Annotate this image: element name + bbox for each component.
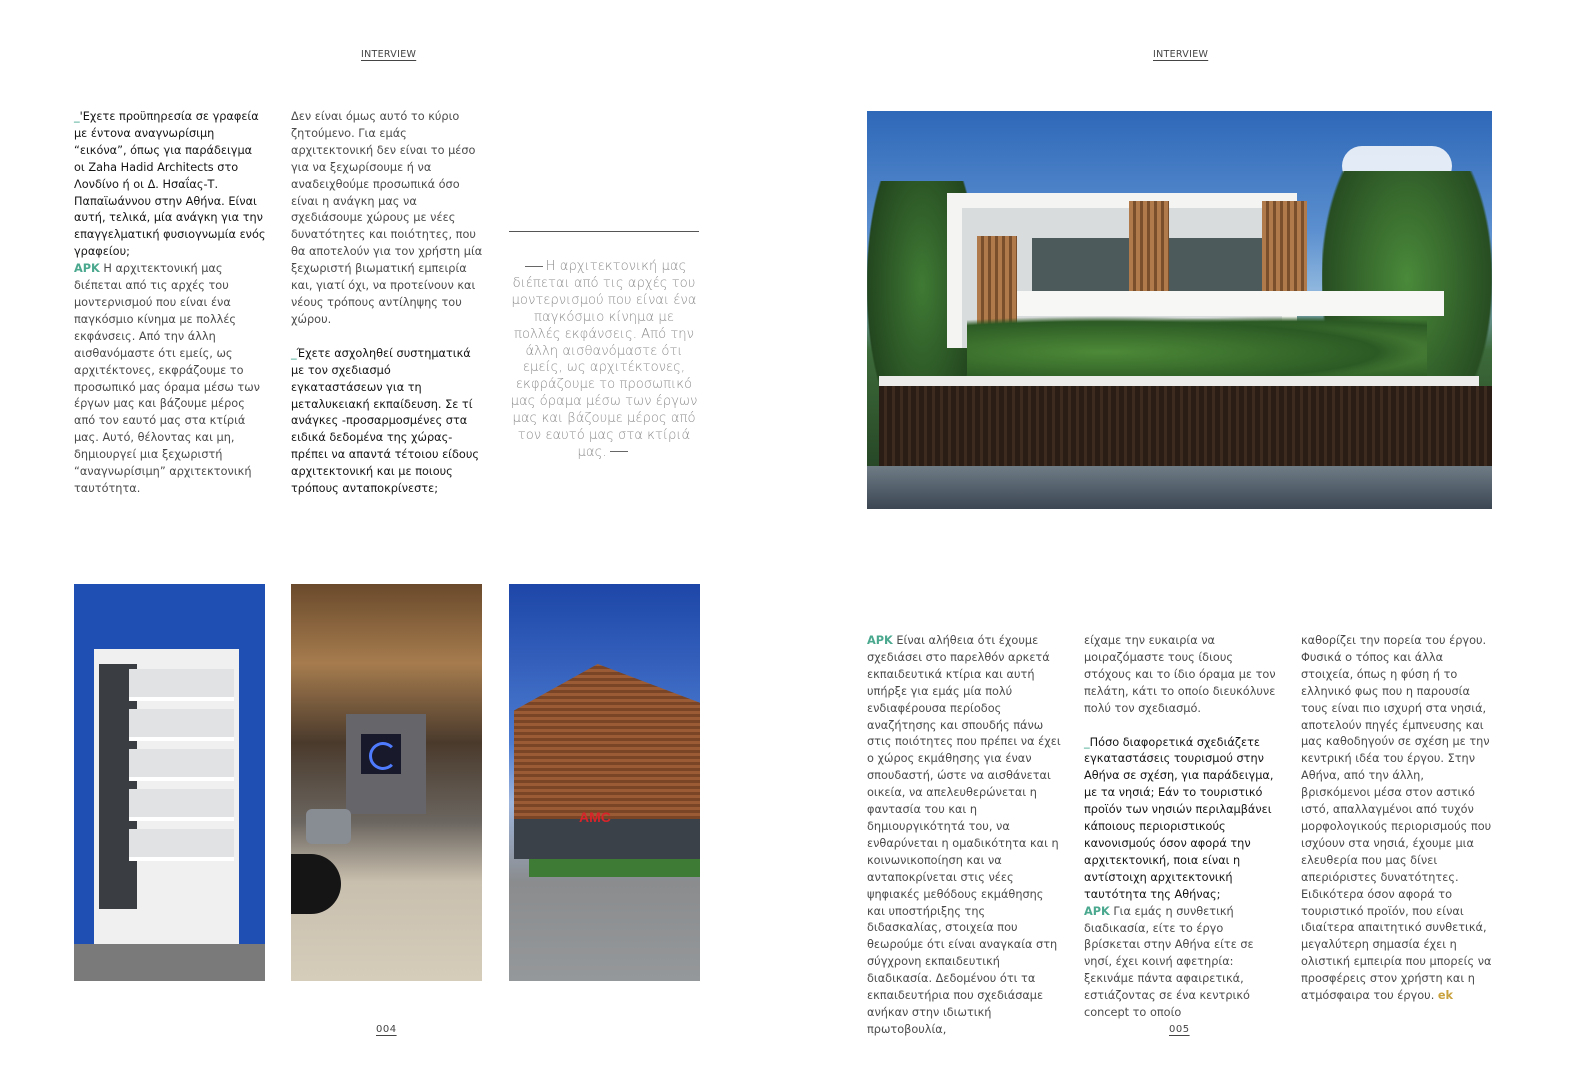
c-logo-icon bbox=[369, 742, 397, 770]
interview-answer: ΑΡΚ Για εμάς η συνθετική διαδικασία, είτε το έργο βρίσκεται στην Αθήνα είτε σε νησί, έχει κοινή αφετηρία: ξεκινάμε πάντα αφαιρετικά, εστιάζοντας σε ένα κεντρικό concept το οποίο bbox=[1084, 904, 1254, 1020]
end-mark: ek bbox=[1437, 989, 1454, 1003]
article-column-4 bbox=[1084, 633, 1279, 1022]
question-dash: _ bbox=[74, 110, 80, 123]
article-column-2 bbox=[291, 109, 483, 498]
photo-residential-building bbox=[74, 584, 265, 981]
interview-question: _Έχετε ασχοληθεί συστηματικά με τον σχεδιασμό εγκαταστάσεων για τη μεταλυκειακή εκπαίδευση. Σε τί ανάγκες -προσαρμοσμένες στα ειδικά δεδομένα της χώρας- πρέπει να απαντά τέτοιου είδους αρχιτεκτονική και με ποιους τρόπους ανταποκρίνεστε; bbox=[291, 346, 479, 496]
photo-villa-hero bbox=[867, 111, 1492, 509]
interview-question: _Πόσο διαφορετικά σχεδιάζετε εγκαταστάσεις τουρισμού στην Αθήνα σε σχέση, για παράδειγμα, με τα νησιά; Εάν το τουριστικό προϊόν των νησιών περιλαμβάνει κάποιους περιοριστικούς κανονισμούς όσον αφορά την αρχιτεκτονική, ποια είναι η αντίστοιχη αρχιτεκτονική ταυτότητα της Αθήνας; bbox=[1084, 735, 1274, 901]
page-number: 004 bbox=[376, 1024, 397, 1035]
amc-sign: AMC bbox=[579, 809, 611, 825]
question-dash: _ bbox=[291, 346, 297, 360]
answer-tag: ΑΡΚ bbox=[74, 262, 100, 276]
interview-answer: ΑΡΚ Η αρχιτεκτονική μας διέπεται από τις αρχές του μοντερνισμού που είναι ένα παγκόσμιο κίνημα με πολλές εκφάνσεις. Από την άλλη αισθανόμαστε ότι εμείς, ως αρχιτέκτονες, εκφράζουμε το προσωπικό μας όραμα μέσω των έργων μας και βάζουμε μέρος από τον εαυτό μας στα κτίριά μας. Αυτό, θέλοντας και μη, δημιουργεί μια ξεχωριστή “αναγνωρίσιμη” αρχιτεκτονική ταυτότητα. bbox=[74, 262, 260, 495]
running-head: INTERVIEW bbox=[1153, 49, 1209, 60]
article-column-5 bbox=[1301, 633, 1496, 1005]
article-column-1 bbox=[74, 109, 266, 498]
answer-continuation: καθορίζει την πορεία του έργου. Φυσικά ο τόπος και άλλα στοιχεία, όπως η φύση ή το ελληνικό φως που η παρουσία τους είναι πιο ισχυρή στα νησιά, αποτελούν πηγές έμπνευσης και μας καθοδηγούν σε σχέση με την κεντρική ιδέα του έργου. Στην Αθήνα, από την άλλη, βρισκόμενοι μέσα στον αστικό ιστό, απαλλαγμένοι από τυχόν μορφολογικούς περιορισμούς που ισχύουν στα νησιά, έχουμε μια ελευθερία που μας δίνει απεριόριστες δυνατότητες. Ειδικότερα όσον αφορά το τουριστικό προϊόν, που είναι ιδιαίτερα απαιτητικό συνθετικά, μεγαλύτερη σημασία έχει η ολιστική εμπειρία που μπορείς να προσφέρεις στον χρήστη και η ατμόσφαιρα του έργου. ek bbox=[1301, 634, 1492, 1003]
running-head: INTERVIEW bbox=[361, 49, 417, 60]
interview-answer: ΑΡΚ Είναι αλήθεια ότι έχουμε σχεδιάσει στο παρελθόν αρκετά εκπαιδευτικά κτίρια και αυτή υπήρξε για εμάς μία πολύ ενδιαφέρουσα περίοδος αναζήτησης και σπουδής πάνω στις ποιότητες που πρέπει να έχει ο χώρος εκμάθησης για έναν σπουδαστή, ώστε να αισθάνεται οικεία, να απελευθερώνεται η φαντασία του και η δημιουργικότητά του, να ενθαρύνεται η ομαδικότητα και η κοινωνικοποίηση και να ανταποκρίνεται στις νέες ψηφιακές μεθόδους εκμάθησης και υποστήριξης της διδασκαλίας, στοιχεία που θεωρούμε ότι είναι αναγκαία στη σύγχρονη εκπαιδευτική διαδικασία. Δεδομένου ότι τα εκπαιδευτήρια που σχεδιάσαμε ανήκαν στην ιδιωτική πρωτοβουλία, bbox=[867, 634, 1061, 1036]
pull-quote-rule bbox=[509, 231, 699, 232]
quote-open-bar bbox=[525, 266, 543, 267]
interview-question: _'Εχετε προϋπηρεσία σε γραφεία με έντονα αναγνωρίσιμη “εικόνα”, όπως για παράδειγμα οι Zaha Hadid Architects στο Λονδίνο ή οι Δ. Ησαΐας-Τ. Παπαϊωάννου στην Αθήνα. Είναι αυτή, τελικά, μία ανάγκη για την επαγγελματική φυσιογνωμία ενός γραφείου; bbox=[74, 110, 266, 259]
pull-quote: Η αρχιτεκτονική μας διέπεται από τις αρχές του μοντερνισμού που είναι ένα παγκόσμιο κίνημα με πολλές εκφάνσεις. Από την άλλη αισθανόμαστε ότι εμείς, ως αρχιτέκτονες, εκφράζουμε το προσωπικό μας όραμα μέσω των έργων μας και βάζουμε μέρος από τον εαυτό μας στα κτίριά μας. bbox=[510, 259, 698, 460]
answer-tag: ΑΡΚ bbox=[867, 634, 893, 647]
photo-lobby-interior bbox=[291, 584, 482, 981]
quote-close-bar bbox=[610, 451, 628, 452]
article-column-3 bbox=[867, 633, 1062, 1039]
answer-continuation: είχαμε την ευκαιρία να μοιραζόμαστε τους ίδιους στόχους και το ίδιο όραμα με τον πελάτη, κάτι το οποίο διευκόλυνε πολύ τον σχεδιασμό. bbox=[1084, 634, 1276, 715]
photo-office-building bbox=[509, 584, 700, 981]
question-dash: _ bbox=[1084, 735, 1090, 749]
answer-tag: ΑΡΚ bbox=[1084, 904, 1110, 918]
page-number: 005 bbox=[1169, 1024, 1190, 1035]
answer-continuation: Δεν είναι όμως αυτό το κύριο ζητούμενο. Για εμάς αρχιτεκτονική δεν είναι το μέσο για να ξεχωρίσουμε ή να αναδειχθούμε προσωπικά όσο είναι η ανάγκη μας να σχεδιάσουμε χώρους με νέες δυνατότητες και ποιότητες, που θα αποτελούν για τον χρήστη μία ξεχωριστή βιωματική εμπειρία και, γιατί όχι, να προτείνουν και νέους τρόπους αντίληψης του χώρου. bbox=[291, 110, 483, 326]
